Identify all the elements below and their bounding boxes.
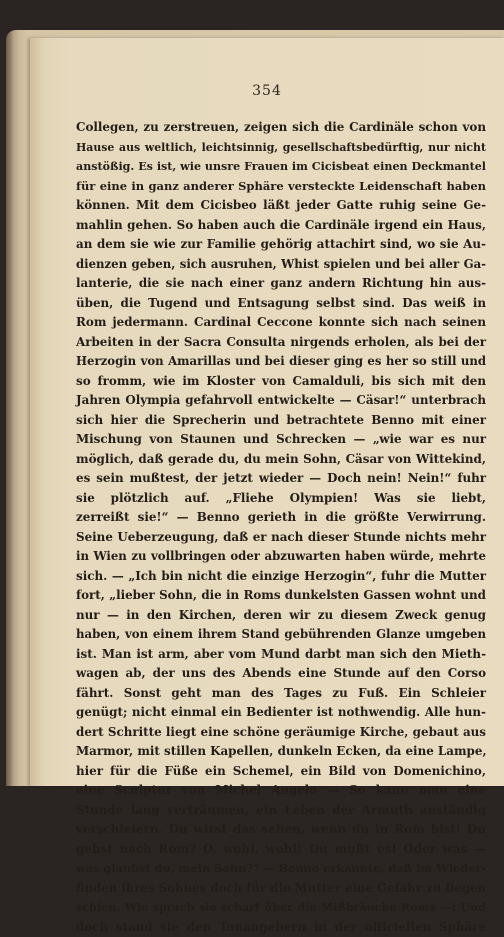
- text-line: für eine in ganz anderer Sphäre versteckte Leidenschaft haben: [76, 177, 486, 197]
- text-line: eine Sculptur von Michel Angelo — So kann man eine: [76, 781, 486, 801]
- text-line: doch stand sie den Tonangebern in der officiellen Sphäre: [76, 918, 486, 937]
- text-line: üben, die Tugend und Entsagung selbst sind. Das weiß in: [76, 294, 486, 314]
- text-line: sie plötzlich auf. „Fliehe Olympien! Was sie liebt,: [76, 489, 486, 509]
- text-line: so fromm, wie im Kloster von Camalduli, bis sich mit den: [76, 372, 486, 392]
- text-line: Marmor, mit stillen Kapellen, dunkeln Ecken, da eine Lampe,: [76, 742, 486, 762]
- text-line: Arbeiten in der Sacra Consulta nirgends erholen, als bei der: [76, 333, 486, 353]
- text-line: nur — in den Kirchen, deren wir zu diesem Zweck genug: [76, 606, 486, 626]
- text-line: ist. Man ist arm, aber vom Mund darbt man sich den Mieth-: [76, 645, 486, 665]
- book-page: [30, 38, 504, 786]
- text-line: in Wien zu vollbringen oder abzuwarten haben würde, mehrte: [76, 547, 486, 567]
- text-line: mahlin gehen. So haben auch die Cardinäle irgend ein Haus,: [76, 216, 486, 236]
- text-line: Herzogin von Amarillas und bei dieser ging es her so still und: [76, 352, 486, 372]
- text-line: wagen ab, der uns des Abends eine Stunde auf den Corso: [76, 664, 486, 684]
- text-line: dienzen geben, sich ausruhen, Whist spielen und bei aller Ga-: [76, 255, 486, 275]
- text-line: Collegen, zu zerstreuen, zeigen sich die Cardinäle schon von: [76, 118, 486, 138]
- text-line: dert Schritte liegt eine schöne geräumige Kirche, gebaut aus: [76, 723, 486, 743]
- text-line: hier für die Füße ein Schemel, ein Bild von Domenichino,: [76, 762, 486, 782]
- text-line: Jahren Olympia gefahrvoll entwickelte — Cäsar!“ unterbrach: [76, 391, 486, 411]
- text-line: es sein mußtest, der jetzt wieder — Doch nein! Nein!“ fuhr: [76, 469, 486, 489]
- text-line: sich hier die Sprecherin und betrachtete Benno mit einer: [76, 411, 486, 431]
- text-line: schien. Wie sprach sie scharf über die Mißbräuche Roms —! Und: [76, 898, 486, 918]
- text-line: anstößig. Es ist, wie unsre Frauen im Cicisbeat einen Deckmantel: [76, 157, 486, 177]
- text-line: Seine Ueberzeugung, daß er nach dieser Stunde nichts mehr: [76, 528, 486, 548]
- page-number: 354: [30, 83, 504, 99]
- text-line: was glaubst du, mein Sohn?“ — Benno erkannte, daß im Wieder-: [76, 859, 486, 879]
- text-line: fort, „lieber Sohn, die in Roms dunkelsten Gassen wohnt und: [76, 586, 486, 606]
- text-line: möglich, daß gerade du, du mein Sohn, Cäsar von Wittekind,: [76, 450, 486, 470]
- text-line: sich. — „Ich bin nicht die einzige Herzogin“, fuhr die Mutter: [76, 567, 486, 587]
- text-line: genügt; nicht einmal ein Bedienter ist nothwendig. Alle hun-: [76, 703, 486, 723]
- text-line: können. Mit dem Cicisbeo läßt jeder Gatte ruhig seine Ge-: [76, 196, 486, 216]
- text-line: zerreißt sie!“ — Benno gerieth in die größte Verwirrung.: [76, 508, 486, 528]
- text-line: verschleiern. Du wirst das sehen, wenn du in Rom bist! Du: [76, 820, 486, 840]
- text-line: Mischung von Staunen und Schrecken — „wie war es nur: [76, 430, 486, 450]
- text-line: fährt. Sonst geht man des Tages zu Fuß. Ein Schleier: [76, 684, 486, 704]
- text-line: Hause aus weltlich, leichtsinnig, gesellschaftsbedürftig, nur nicht: [76, 138, 486, 158]
- text-line: Stunde lang verträumen, ein Leben der Armuth anständig: [76, 801, 486, 821]
- body-text: [76, 118, 486, 937]
- text-line: gehst nach Rom? O, wohl, wohl! Du mußt es! Oder was —: [76, 840, 486, 860]
- text-line: haben, von einem ihrem Stand gebührenden Glanze umgeben: [76, 625, 486, 645]
- text-line: Rom jedermann. Cardinal Ceccone konnte sich nach seinen: [76, 313, 486, 333]
- text-line: an dem sie wie zur Familie gehörig attachirt sind, wo sie Au-: [76, 235, 486, 255]
- text-line: finden ihres Sohnes doch für die Mutter eine Gefahr zu liegen: [76, 879, 486, 899]
- text-line: lanterie, die sie nach einer ganz andern Richtung hin aus-: [76, 274, 486, 294]
